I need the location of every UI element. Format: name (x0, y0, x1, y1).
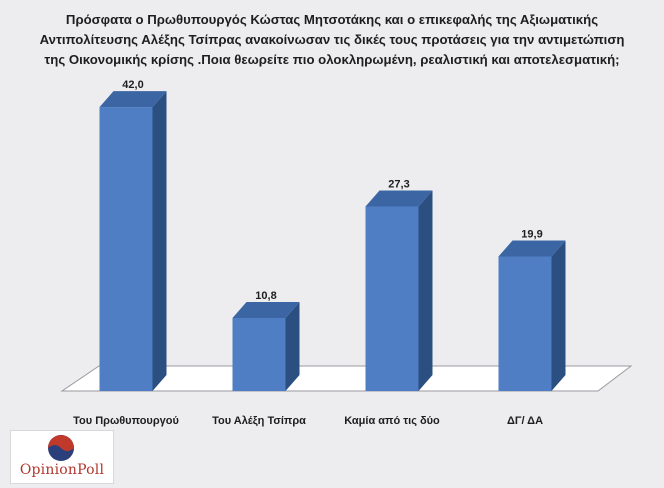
data-label: 42,0 (122, 79, 144, 92)
chart-title-line: της Οικονομικής κρίσης .Ποια θεωρείτε πιο ολοκληρωμένη, ρεαλιστική και αποτελεσματική; (44, 52, 620, 67)
bar-side-face (153, 91, 167, 391)
data-label: 10,8 (255, 289, 277, 302)
category-label: Του Πρωθυπουργού (73, 415, 179, 427)
bar-front-face (100, 107, 153, 391)
bar (233, 302, 300, 391)
bar-front-face (499, 256, 552, 391)
logo-text: OpinionPoll (19, 462, 105, 478)
bar (499, 240, 566, 391)
category-label: ΔΓ/ ΔΑ (506, 415, 544, 427)
chart-title-line: Αντιπολίτευσης Αλέξης Τσίπρας ανακοίνωσαν τις δικές τους προτάσεις για την αντιμετώπιση (39, 32, 625, 47)
data-label: 27,3 (388, 178, 410, 191)
bar (366, 190, 433, 391)
bar-front-face (233, 318, 286, 391)
chart-title-line: Πρόσφατα ο Πρωθυπουργός Κώστας Μητσοτάκης και ο επικεφαλής της Αξιωματικής (65, 12, 599, 27)
category-label: Του Αλέξη Τσίπρα (212, 415, 306, 427)
bar-side-face (419, 190, 433, 391)
bar (100, 91, 167, 391)
bar-front-face (366, 206, 419, 391)
opinion-poll-circle-logo-icon (45, 433, 77, 463)
category-label: Καμία από τις δύο (344, 415, 440, 427)
opinion-poll-logo (10, 430, 114, 484)
bar-side-face (552, 240, 566, 391)
data-label: 19,9 (521, 228, 543, 241)
